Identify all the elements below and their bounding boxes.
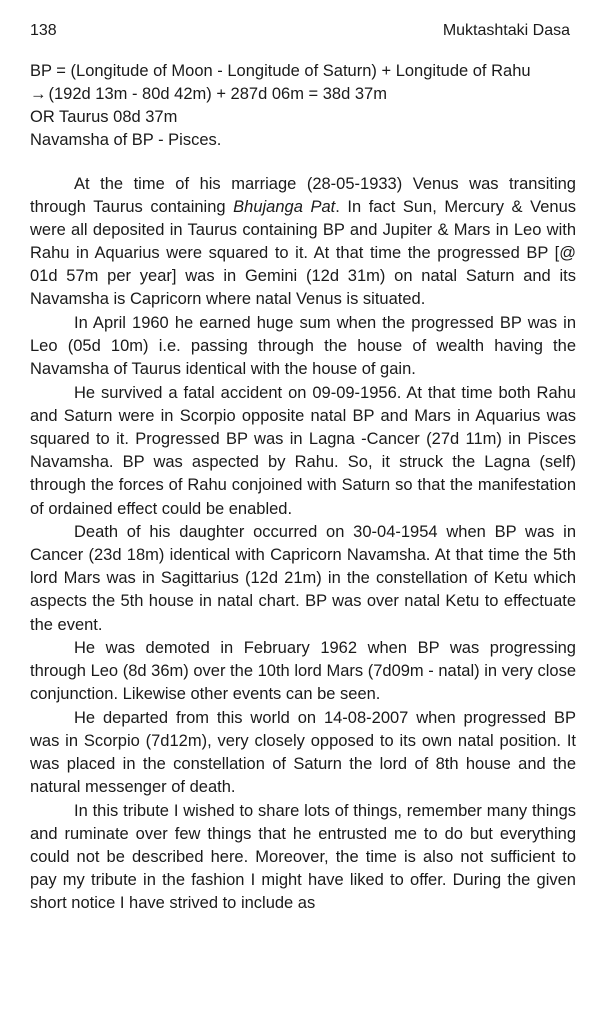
paragraph-demotion: He was demoted in February 1962 when BP was progressing through Leo (8d 36m) over the 10th lord Mars (7d09m - natal) in very close conjunction. Likewise other events can be seen. [30, 639, 576, 704]
bp-formula-block [30, 60, 580, 152]
paragraph-tribute: In this tribute I wished to share lots of things, remember many things and ruminate over few things that he entrusted me to do but everything could not be described here. Moreover, the time is also not sufficient to pay my tribute in the fashion I might have liked to offer. During the given short notice I have strived to include as [30, 802, 576, 913]
running-title: Muktashtaki Dasa [442, 22, 570, 39]
body-text [30, 173, 576, 916]
paragraph-text: . In fact Sun, Mercury & Venus were all deposited in Taurus containing BP and Jupiter & Mars in Leo with Rahu in Aquarius were squared to it. At that time the progressed BP [@ 01d 57m per year] was in Gemini (12d 31m) on natal Saturn and its Navamsha is Capricorn where natal Venus is situated. [30, 198, 576, 309]
page-header [30, 22, 570, 40]
formula-calculation: (192d 13m - 80d 42m) + 287d 06m = 38d 37m [48, 85, 387, 103]
formula-line-2 [30, 83, 580, 106]
right-arrow-icon: → [30, 85, 47, 103]
paragraph-daughter: Death of his daughter occurred on 30-04-1954 when BP was in Cancer (23d 18m) identical with Capricorn Navamsha. At that time the 5th lord Mars was in Sagittarius (12d 21m) in the constellation of Ketu which aspects the 5th house in natal chart. BP was over natal Ketu to effectuate the event. [30, 523, 576, 634]
paragraph-text: At the time of his marriage (28-05-1933) Venus was transiting through Taurus containing [30, 175, 576, 217]
formula-line-3: OR Taurus 08d 37m [30, 108, 178, 126]
formula-line-4: Navamsha of BP - Pisces. [30, 131, 222, 149]
paragraph-accident: He survived a fatal accident on 09-09-1956. At that time both Rahu and Saturn were in Scorpio opposite natal BP and Mars in Aquarius was squared to it. Progressed BP was in Lagna -Cancer (27d 11m) in Pisces Navamsha. BP was aspected by Rahu. So, it struck the Lagna (self) through the forces of Rahu conjoined with Saturn so that the manifestation of ordained effect could be enabled. [30, 384, 576, 518]
paragraph-marriage [30, 173, 576, 312]
page-number: 138 [30, 22, 57, 39]
formula-line-1: BP = (Longitude of Moon - Longitude of Saturn) + Longitude of Rahu [30, 62, 531, 80]
paragraph-departure: He departed from this world on 14-08-2007 when progressed BP was in Scorpio (7d12m), very closely opposed to its own natal position. It was placed in the constellation of Saturn the lord of 8th house and the natural messenger of death. [30, 709, 576, 797]
paragraph-wealth: In April 1960 he earned huge sum when the progressed BP was in Leo (05d 10m) i.e. passing through the house of wealth having the Navamsha of Taurus identical with the house of gain. [30, 314, 576, 379]
italic-term: Bhujanga Pat [233, 198, 336, 217]
